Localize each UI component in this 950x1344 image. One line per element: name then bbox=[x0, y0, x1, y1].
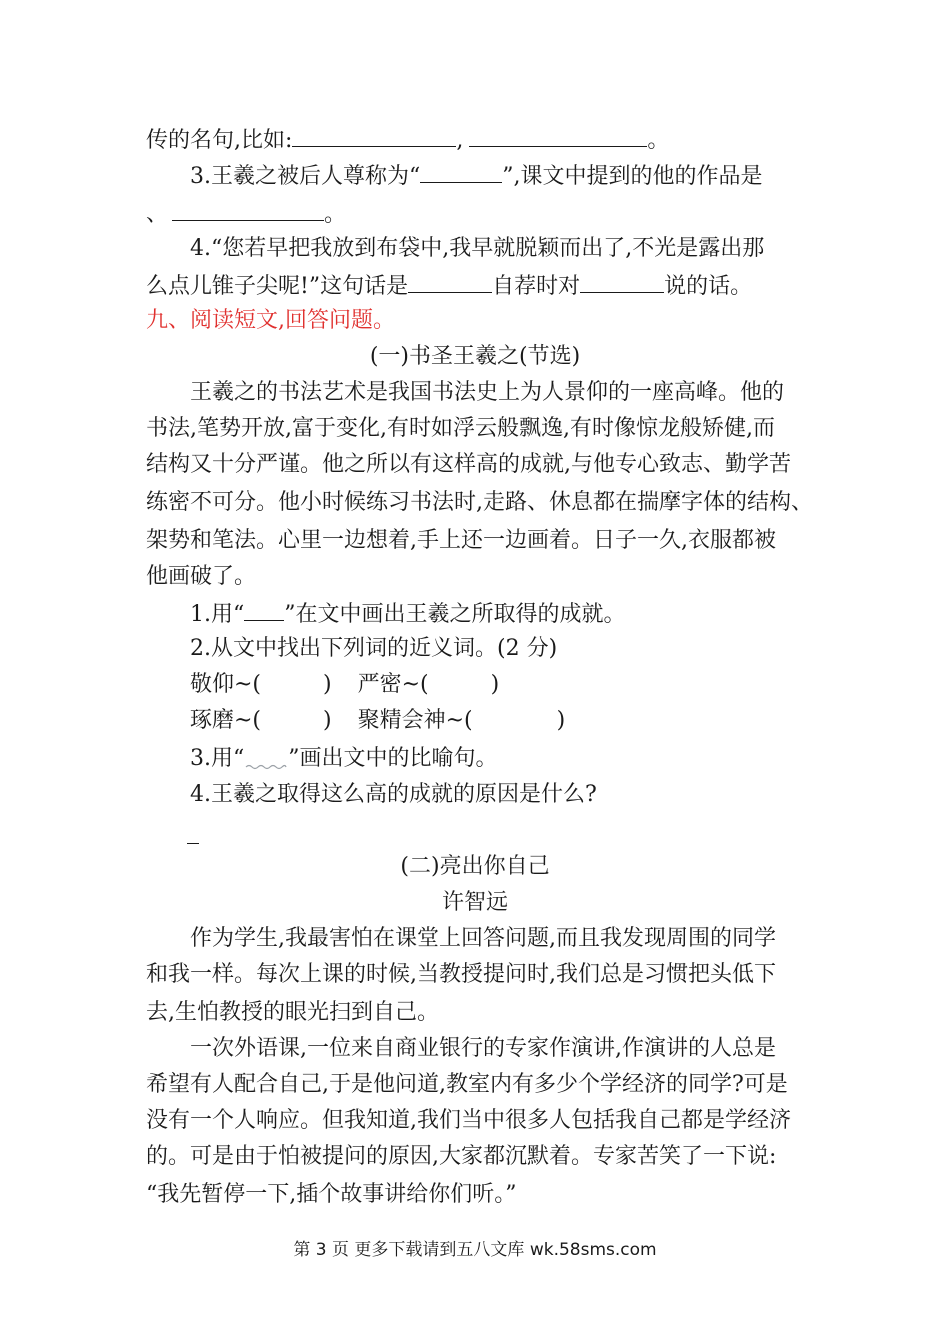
passage-line: 结构又十分严谨。他之所以有这样高的成就,与他专心致志、勤学苦 bbox=[146, 452, 791, 477]
question-2: 2.从文中找出下列词的近义词。(2 分) bbox=[190, 636, 558, 661]
passage-line: 和我一样。每次上课的时候,当教授提问时,我们总是习惯把头低下 bbox=[146, 962, 776, 987]
q2-fill-line: 传的名句,比如: , 。 bbox=[0, 124, 950, 156]
passage-line: 书法,笔势开放,富于变化,有时如浮云般飘逸,有时像惊龙般矫健,而 bbox=[146, 416, 775, 441]
page-footer: 第 3 页 更多下载请到五八文库 wk.58sms.com bbox=[293, 1240, 657, 1260]
passage-line: 王羲之的书法艺术是我国书法史上为人景仰的一座高峰。他的 bbox=[190, 380, 785, 405]
synonym-row-2: 琢磨~( ) 聚精会神~( ) bbox=[190, 708, 566, 733]
question-3: 3.用“ ”画出文中的比喻句。 bbox=[190, 746, 498, 771]
answer-blank[interactable] bbox=[408, 270, 492, 293]
passage-line: 他画破了。 bbox=[146, 564, 257, 589]
passage-line: 作为学生,我最害怕在课堂上回答问题,而且我发现周围的同学 bbox=[190, 926, 776, 951]
passage-line: 练密不可分。他小时候练习书法时,走路、休息都在揣摩字体的结构、 bbox=[146, 490, 813, 515]
answer-blank[interactable] bbox=[469, 124, 647, 147]
passage-title: (一)书圣王羲之(节选) bbox=[369, 344, 581, 369]
q4-line-2: 么点儿锥子尖呢!”这句话是 自荐时对 说的话。 bbox=[0, 270, 950, 302]
answer-blank[interactable] bbox=[580, 270, 664, 293]
synonym-row-1: 敬仰~( ) 严密~( ) bbox=[190, 672, 500, 697]
passage-line: “我先暂停一下,插个故事讲给你们听。” bbox=[146, 1182, 517, 1207]
question-4: 4.王羲之取得这么高的成就的原因是什么? bbox=[190, 782, 597, 807]
answer-blank[interactable] bbox=[292, 124, 456, 147]
passage-title: (二)亮出你自己 bbox=[400, 854, 550, 879]
answer-blank[interactable] bbox=[172, 198, 324, 221]
underline-sample bbox=[244, 598, 284, 621]
passage-line: 架势和笔法。心里一边想着,手上还一边画着。日子一久,衣服都被 bbox=[146, 528, 776, 553]
answer-mark[interactable] bbox=[187, 843, 199, 844]
q3-line: 3.王羲之被后人尊称为“ ”,课文中提到的他的作品是 bbox=[0, 160, 950, 192]
passage-line: 一次外语课,一位来自商业银行的专家作演讲,作演讲的人总是 bbox=[190, 1036, 776, 1061]
answer-blank[interactable] bbox=[420, 160, 502, 183]
passage-author: 许智远 bbox=[441, 890, 508, 915]
wavy-underline-sample bbox=[244, 745, 288, 765]
section-heading: 九、阅读短文,回答问题。 bbox=[146, 308, 395, 333]
question-1: 1.用“ ”在文中画出王羲之所取得的成就。 bbox=[0, 598, 950, 630]
passage-line: 的。可是由于怕被提问的原因,大家都沉默着。专家苦笑了一下说: bbox=[146, 1144, 777, 1169]
q4-line: 4.“您若早把我放到布袋中,我早就脱颖而出了,不光是露出那 bbox=[190, 236, 765, 261]
passage-line: 去,生怕教授的眼光扫到自己。 bbox=[146, 1000, 439, 1025]
passage-line: 希望有人配合自己,于是他问道,教室内有多少个学经济的同学?可是 bbox=[146, 1072, 788, 1097]
q3-line-2: 、 。 bbox=[0, 198, 950, 230]
passage-line: 没有一个人响应。但我知道,我们当中很多人包括我自己都是学经济 bbox=[146, 1108, 791, 1133]
